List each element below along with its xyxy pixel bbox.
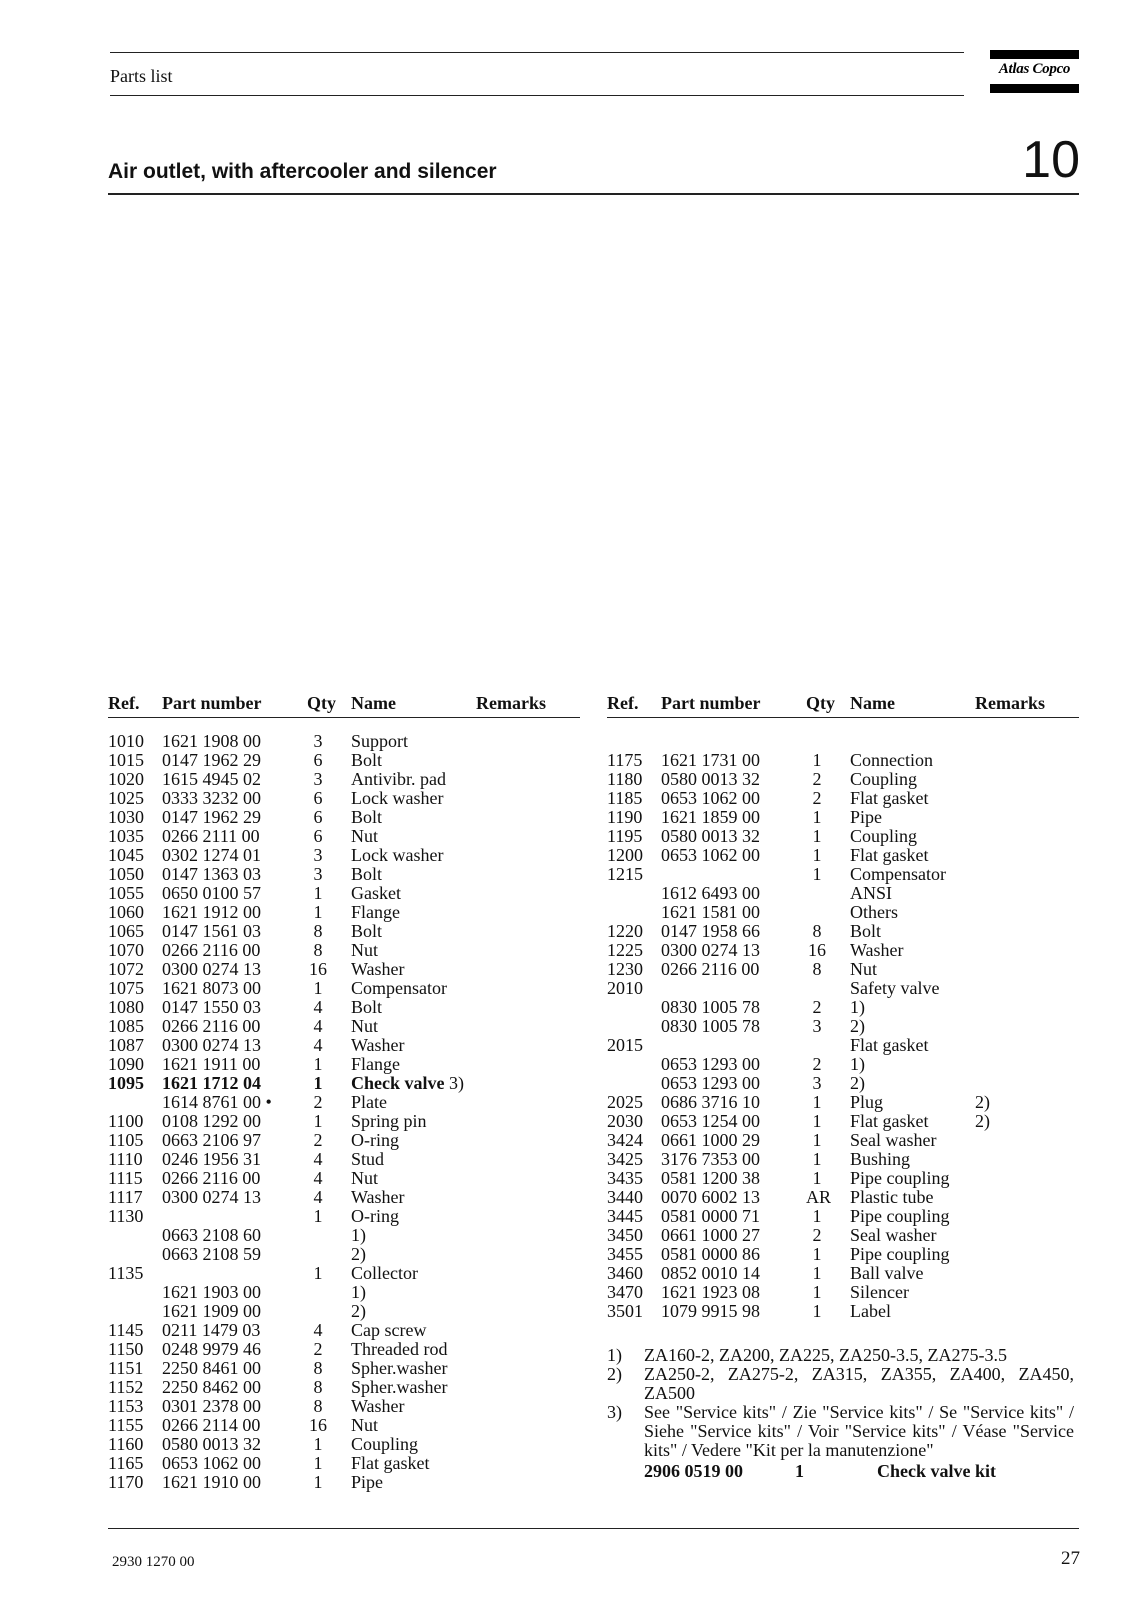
cell-part-number: 1621 1909 00 bbox=[162, 1301, 261, 1321]
cell-part-number: 0653 1062 00 bbox=[661, 845, 760, 865]
cell-name: 2) bbox=[351, 1301, 366, 1321]
cell-name: Bolt bbox=[351, 864, 383, 884]
parts-table-left bbox=[108, 694, 580, 1494]
cell-name: Nut bbox=[850, 959, 877, 979]
col-header-part-number: Part number bbox=[661, 693, 761, 713]
cell-qty: 6 bbox=[313, 788, 323, 808]
cell-name: Safety valve bbox=[850, 978, 940, 998]
cell-ref: 3424 bbox=[607, 1130, 643, 1150]
cell-ref: 2025 bbox=[607, 1092, 643, 1112]
cell-part-number: 0147 1962 29 bbox=[162, 750, 261, 770]
cell-name: Flat gasket bbox=[351, 1453, 430, 1473]
cell-ref: 1190 bbox=[607, 807, 643, 827]
cell-name: Coupling bbox=[850, 826, 918, 846]
cell-name: Nut bbox=[351, 1168, 378, 1188]
cell-part-number: 0661 1000 29 bbox=[661, 1130, 760, 1150]
cell-ref: 3440 bbox=[607, 1187, 643, 1207]
cell-qty: 1 bbox=[812, 1130, 822, 1150]
cell-name: Gasket bbox=[351, 883, 401, 903]
cell-name: Flat gasket bbox=[850, 788, 929, 808]
cell-qty: 1 bbox=[812, 807, 822, 827]
cell-part-number: 0266 2114 00 bbox=[162, 1415, 261, 1435]
cell-ref: 3470 bbox=[607, 1282, 643, 1302]
cell-name: Bolt bbox=[850, 921, 882, 941]
col-header-name: Name bbox=[351, 693, 396, 713]
cell-qty: 2 bbox=[812, 997, 822, 1017]
cell-ref: 1105 bbox=[108, 1130, 144, 1150]
cell-part-number: 0246 1956 31 bbox=[162, 1149, 261, 1169]
cell-qty: 1 bbox=[812, 750, 822, 770]
cell-ref: 3501 bbox=[607, 1301, 643, 1321]
header-rule-top bbox=[110, 52, 964, 53]
cell-name: Threaded rod bbox=[351, 1339, 448, 1359]
cell-name: Flange bbox=[351, 902, 400, 922]
cell-part-number: 0653 1062 00 bbox=[162, 1453, 261, 1473]
cell-name: 1) bbox=[351, 1282, 366, 1302]
cell-qty: 2 bbox=[812, 788, 822, 808]
cell-ref: 1110 bbox=[108, 1149, 143, 1169]
cell-ref: 1090 bbox=[108, 1054, 144, 1074]
cell-ref: 1072 bbox=[108, 959, 144, 979]
cell-remarks: 2) bbox=[975, 1111, 990, 1131]
col-header-remarks: Remarks bbox=[975, 693, 1045, 713]
cell-name: Flange bbox=[351, 1054, 400, 1074]
cell-part-number: 0852 0010 14 bbox=[661, 1263, 760, 1283]
cell-part-number: 1621 1731 00 bbox=[661, 750, 760, 770]
cell-name: Plug bbox=[850, 1092, 884, 1112]
cell-name: Ball valve bbox=[850, 1263, 924, 1283]
cell-part-number: 0300 0274 13 bbox=[661, 940, 760, 960]
cell-ref: 3450 bbox=[607, 1225, 643, 1245]
cell-name: Bolt bbox=[351, 750, 383, 770]
cell-part-number: 1614 8761 00 • bbox=[162, 1092, 272, 1112]
cell-part-number: 0248 9979 46 bbox=[162, 1339, 261, 1359]
cell-name: 2) bbox=[351, 1244, 366, 1264]
cell-part-number: 1621 1908 00 bbox=[162, 731, 261, 751]
cell-part-number: 0580 0013 32 bbox=[661, 769, 760, 789]
cell-name: Nut bbox=[351, 1016, 378, 1036]
cell-ref: 1060 bbox=[108, 902, 144, 922]
cell-part-number: 0147 1561 03 bbox=[162, 921, 261, 941]
cell-part-number: 1615 4945 02 bbox=[162, 769, 261, 789]
footnote-2 bbox=[607, 1365, 1079, 1403]
cell-part-number: 1079 9915 98 bbox=[661, 1301, 760, 1321]
cell-ref: 1152 bbox=[108, 1377, 144, 1397]
cell-name: Pipe coupling bbox=[850, 1206, 950, 1226]
cell-ref: 1165 bbox=[108, 1453, 144, 1473]
cell-name: Bolt bbox=[351, 997, 383, 1017]
footnote-mark: 3) bbox=[607, 1402, 622, 1422]
cell-name: Silencer bbox=[850, 1282, 909, 1302]
cell-qty: 8 bbox=[313, 921, 323, 941]
cell-name: Nut bbox=[351, 940, 378, 960]
cell-qty: 2 bbox=[812, 769, 822, 789]
cell-ref: 1230 bbox=[607, 959, 643, 979]
cell-ref: 1095 bbox=[108, 1073, 144, 1093]
cell-name: O-ring bbox=[351, 1206, 399, 1226]
cell-name: Plastic tube bbox=[850, 1187, 934, 1207]
cell-qty: 4 bbox=[313, 1035, 323, 1055]
cell-qty: 8 bbox=[313, 940, 323, 960]
col-header-remarks: Remarks bbox=[476, 693, 546, 713]
cell-qty: 1 bbox=[313, 1073, 323, 1093]
cell-name: Nut bbox=[351, 1415, 378, 1435]
cell-name: Compensator bbox=[850, 864, 946, 884]
cell-part-number: 0147 1958 66 bbox=[661, 921, 760, 941]
footnote-mark: 1) bbox=[607, 1345, 622, 1365]
cell-qty: 1 bbox=[812, 1282, 822, 1302]
cell-qty: 1 bbox=[812, 1092, 822, 1112]
cell-ref: 1180 bbox=[607, 769, 643, 789]
cell-ref: 1117 bbox=[108, 1187, 143, 1207]
cell-qty: 3 bbox=[313, 864, 323, 884]
cell-qty: 1 bbox=[812, 845, 822, 865]
cell-part-number: 0581 0000 86 bbox=[661, 1244, 760, 1264]
footnote-text: ZA250-2, ZA275-2, ZA315, ZA355, ZA400, ZA450, ZA500 bbox=[644, 1364, 1074, 1403]
cell-ref: 1155 bbox=[108, 1415, 144, 1435]
cell-name: Pipe bbox=[351, 1472, 384, 1492]
cell-name: Seal washer bbox=[850, 1225, 937, 1245]
footnote-text: See "Service kits" / Zie "Service kits" / Se "Service kits" / Siehe "Service kits" / Voir "Service kits" / Véase "Service kits" / Vedere "Kit per la manutenzione" bbox=[644, 1402, 1074, 1460]
cell-name: Label bbox=[850, 1301, 891, 1321]
cell-ref: 1075 bbox=[108, 978, 144, 998]
cell-name: Coupling bbox=[351, 1434, 419, 1454]
cell-name: Bolt bbox=[351, 921, 383, 941]
cell-ref: 3455 bbox=[607, 1244, 643, 1264]
cell-qty: 16 bbox=[309, 1415, 327, 1435]
cell-name: Pipe coupling bbox=[850, 1168, 950, 1188]
cell-part-number: 0686 3716 10 bbox=[661, 1092, 760, 1112]
cell-qty: 1 bbox=[812, 826, 822, 846]
cell-ref: 1035 bbox=[108, 826, 144, 846]
cell-name: 1) bbox=[850, 997, 865, 1017]
cell-qty: 1 bbox=[812, 1111, 822, 1131]
header-section-label: Parts list bbox=[110, 66, 173, 86]
cell-name-note: 3) bbox=[444, 1073, 464, 1093]
cell-ref: 1220 bbox=[607, 921, 643, 941]
cell-part-number: 0147 1962 29 bbox=[162, 807, 261, 827]
cell-qty: 4 bbox=[313, 1168, 323, 1188]
atlas-copco-logo bbox=[990, 50, 1079, 93]
cell-name: Collector bbox=[351, 1263, 418, 1283]
cell-part-number: 0581 1200 38 bbox=[661, 1168, 760, 1188]
logo-wordmark: Atlas Copco bbox=[998, 61, 1071, 77]
cell-qty: 1 bbox=[313, 883, 323, 903]
cell-qty: 1 bbox=[313, 1472, 323, 1492]
cell-part-number: 1621 1903 00 bbox=[162, 1282, 261, 1302]
cell-ref: 1055 bbox=[108, 883, 144, 903]
cell-part-number: 0663 2106 97 bbox=[162, 1130, 261, 1150]
cell-ref: 1100 bbox=[108, 1111, 144, 1131]
cell-qty: 8 bbox=[313, 1358, 323, 1378]
cell-part-number: 0661 1000 27 bbox=[661, 1225, 760, 1245]
cell-part-number: 1621 1911 00 bbox=[162, 1054, 261, 1074]
table-header-rule bbox=[108, 717, 580, 718]
cell-qty: 8 bbox=[812, 959, 822, 979]
cell-qty: 6 bbox=[313, 750, 323, 770]
cell-name bbox=[351, 1074, 464, 1093]
cell-qty: 3 bbox=[313, 731, 323, 751]
cell-name: Spher.washer bbox=[351, 1358, 448, 1378]
cell-part-number: 1621 1581 00 bbox=[661, 902, 760, 922]
cell-ref: 1065 bbox=[108, 921, 144, 941]
cell-name: Washer bbox=[351, 1035, 405, 1055]
cell-name: Compensator bbox=[351, 978, 447, 998]
cell-name: Washer bbox=[351, 1187, 405, 1207]
cell-name: ANSI bbox=[850, 883, 893, 903]
cell-qty: 3 bbox=[313, 845, 323, 865]
cell-name: 2) bbox=[850, 1073, 865, 1093]
cell-name: 1) bbox=[351, 1225, 366, 1245]
cell-part-number: 0211 1479 03 bbox=[162, 1320, 261, 1340]
cell-qty: 6 bbox=[313, 807, 323, 827]
cell-qty: 1 bbox=[313, 1206, 323, 1226]
cell-part-number: 0300 0274 13 bbox=[162, 1035, 261, 1055]
cell-name: Pipe coupling bbox=[850, 1244, 950, 1264]
footer-rule bbox=[108, 1528, 1079, 1529]
cell-part-number: 1621 8073 00 bbox=[162, 978, 261, 998]
cell-part-number: 1621 1859 00 bbox=[661, 807, 760, 827]
document-number: 2930 1270 00 bbox=[112, 1554, 195, 1570]
col-header-ref: Ref. bbox=[607, 693, 639, 713]
cell-part-number: 0266 2116 00 bbox=[162, 1168, 261, 1188]
cell-ref: 1020 bbox=[108, 769, 144, 789]
chapter-number: 10 bbox=[1022, 131, 1080, 189]
cell-part-number: 0663 2108 60 bbox=[162, 1225, 261, 1245]
cell-ref: 1185 bbox=[607, 788, 643, 808]
cell-qty: 3 bbox=[313, 769, 323, 789]
cell-ref: 1080 bbox=[108, 997, 144, 1017]
cell-ref: 1215 bbox=[607, 864, 643, 884]
cell-part-number: 0653 1062 00 bbox=[661, 788, 760, 808]
footnote-mark: 2) bbox=[607, 1364, 622, 1384]
cell-name: Support bbox=[351, 731, 409, 751]
kit-name: Check valve kit bbox=[877, 1461, 996, 1481]
cell-qty: 1 bbox=[812, 1206, 822, 1226]
cell-part-number: 0147 1363 03 bbox=[162, 864, 261, 884]
cell-part-number: 0147 1550 03 bbox=[162, 997, 261, 1017]
cell-name: Pipe bbox=[850, 807, 883, 827]
cell-qty: 4 bbox=[313, 1149, 323, 1169]
cell-name: Spring pin bbox=[351, 1111, 427, 1131]
cell-name: 1) bbox=[850, 1054, 865, 1074]
cell-ref: 1195 bbox=[607, 826, 643, 846]
cell-ref: 1087 bbox=[108, 1035, 144, 1055]
cell-qty: 8 bbox=[313, 1396, 323, 1416]
cell-ref: 1135 bbox=[108, 1263, 144, 1283]
cell-part-number: 0108 1292 00 bbox=[162, 1111, 261, 1131]
cell-ref: 2010 bbox=[607, 978, 643, 998]
cell-name: Flat gasket bbox=[850, 1035, 929, 1055]
cell-part-number: 0653 1293 00 bbox=[661, 1073, 760, 1093]
cell-qty: 4 bbox=[313, 997, 323, 1017]
cell-ref: 1153 bbox=[108, 1396, 144, 1416]
cell-part-number: 0266 2111 00 bbox=[162, 826, 260, 846]
cell-part-number: 0581 0000 71 bbox=[661, 1206, 760, 1226]
header-rule-bottom bbox=[110, 95, 964, 96]
cell-qty: 16 bbox=[808, 940, 826, 960]
cell-ref: 3425 bbox=[607, 1149, 643, 1169]
cell-qty: 1 bbox=[812, 864, 822, 884]
cell-part-number: 3176 7353 00 bbox=[661, 1149, 760, 1169]
cell-qty: AR bbox=[806, 1187, 832, 1207]
cell-qty: 1 bbox=[313, 1434, 323, 1454]
cell-name: Lock washer bbox=[351, 845, 444, 865]
cell-ref: 2030 bbox=[607, 1111, 643, 1131]
page-number: 27 bbox=[1061, 1548, 1080, 1569]
cell-part-number: 0266 2116 00 bbox=[162, 940, 261, 960]
cell-ref: 1175 bbox=[607, 750, 643, 770]
cell-ref: 1070 bbox=[108, 940, 144, 960]
cell-part-number: 1612 6493 00 bbox=[661, 883, 760, 903]
cell-name: Washer bbox=[850, 940, 904, 960]
cell-part-number: 1621 1923 08 bbox=[661, 1282, 760, 1302]
cell-qty: 2 bbox=[812, 1054, 822, 1074]
cell-part-number: 0580 0013 32 bbox=[162, 1434, 261, 1454]
cell-ref: 3435 bbox=[607, 1168, 643, 1188]
cell-ref: 2015 bbox=[607, 1035, 643, 1055]
col-header-qty: Qty bbox=[307, 693, 336, 713]
cell-name: Stud bbox=[351, 1149, 385, 1169]
cell-qty: 1 bbox=[812, 1301, 822, 1321]
cell-remarks: 2) bbox=[975, 1092, 990, 1112]
cell-ref: 1050 bbox=[108, 864, 144, 884]
cell-ref: 1045 bbox=[108, 845, 144, 865]
cell-qty: 1 bbox=[313, 978, 323, 998]
cell-ref: 3445 bbox=[607, 1206, 643, 1226]
cell-ref: 1170 bbox=[108, 1472, 144, 1492]
cell-name: Coupling bbox=[850, 769, 918, 789]
cell-part-number: 0302 1274 01 bbox=[162, 845, 261, 865]
cell-part-number: 0070 6002 13 bbox=[661, 1187, 760, 1207]
cell-name: Antivibr. pad bbox=[351, 769, 446, 789]
cell-part-number: 0266 2116 00 bbox=[162, 1016, 261, 1036]
footnote-1 bbox=[607, 1346, 1079, 1365]
cell-qty: 1 bbox=[313, 902, 323, 922]
cell-ref: 1010 bbox=[108, 731, 144, 751]
cell-qty: 1 bbox=[812, 1244, 822, 1264]
cell-qty: 3 bbox=[812, 1073, 822, 1093]
cell-name: 2) bbox=[850, 1016, 865, 1036]
cell-qty: 3 bbox=[812, 1016, 822, 1036]
cell-part-number: 0580 0013 32 bbox=[661, 826, 760, 846]
cell-part-number: 0830 1005 78 bbox=[661, 997, 760, 1017]
cell-qty: 8 bbox=[313, 1377, 323, 1397]
title-rule bbox=[108, 193, 1079, 195]
cell-qty: 1 bbox=[812, 1263, 822, 1283]
cell-ref: 1115 bbox=[108, 1168, 143, 1188]
cell-ref: 1150 bbox=[108, 1339, 144, 1359]
page-title: Air outlet, with aftercooler and silencer bbox=[108, 160, 497, 183]
cell-part-number: 0301 2378 00 bbox=[162, 1396, 261, 1416]
cell-ref: 1015 bbox=[108, 750, 144, 770]
col-header-qty: Qty bbox=[806, 693, 835, 713]
cell-qty: 2 bbox=[313, 1092, 323, 1112]
cell-part-number: 1621 1910 00 bbox=[162, 1472, 261, 1492]
cell-part-number: 0300 0274 13 bbox=[162, 1187, 261, 1207]
cell-qty: 4 bbox=[313, 1187, 323, 1207]
cell-name: Connection bbox=[850, 750, 933, 770]
cell-part-number: 1621 1712 04 bbox=[162, 1073, 261, 1093]
cell-name: Nut bbox=[351, 826, 378, 846]
cell-qty: 2 bbox=[313, 1339, 323, 1359]
cell-name: Washer bbox=[351, 1396, 405, 1416]
cell-ref: 1130 bbox=[108, 1206, 144, 1226]
cell-qty: 16 bbox=[309, 959, 327, 979]
cell-part-number: 0266 2116 00 bbox=[661, 959, 760, 979]
cell-name: O-ring bbox=[351, 1130, 399, 1150]
cell-ref: 1160 bbox=[108, 1434, 144, 1454]
cell-qty: 4 bbox=[313, 1320, 323, 1340]
cell-name: Plate bbox=[351, 1092, 387, 1112]
cell-part-number: 0830 1005 78 bbox=[661, 1016, 760, 1036]
cell-ref: 1030 bbox=[108, 807, 144, 827]
cell-qty: 1 bbox=[313, 1263, 323, 1283]
cell-name: Spher.washer bbox=[351, 1377, 448, 1397]
cell-ref: 1145 bbox=[108, 1320, 144, 1340]
cell-part-number: 0300 0274 13 bbox=[162, 959, 261, 979]
cell-part-number: 1621 1912 00 bbox=[162, 902, 261, 922]
footnote-text: ZA160-2, ZA200, ZA225, ZA250-3.5, ZA275-3.5 bbox=[644, 1345, 1007, 1365]
cell-name: Seal washer bbox=[850, 1130, 937, 1150]
cell-ref: 1225 bbox=[607, 940, 643, 960]
cell-ref: 3460 bbox=[607, 1263, 643, 1283]
cell-qty: 1 bbox=[313, 1453, 323, 1473]
cell-part-number: 0650 0100 57 bbox=[162, 883, 261, 903]
cell-qty: 8 bbox=[812, 921, 822, 941]
cell-name: Cap screw bbox=[351, 1320, 427, 1340]
cell-part-number: 0663 2108 59 bbox=[162, 1244, 261, 1264]
cell-name: Washer bbox=[351, 959, 405, 979]
col-header-name: Name bbox=[850, 693, 895, 713]
cell-qty: 1 bbox=[812, 1149, 822, 1169]
cell-qty: 2 bbox=[313, 1130, 323, 1150]
table-header-rule bbox=[607, 717, 1079, 718]
cell-qty: 1 bbox=[812, 1168, 822, 1188]
cell-ref: 1151 bbox=[108, 1358, 144, 1378]
kit-qty: 1 bbox=[795, 1461, 804, 1481]
cell-name: Flat gasket bbox=[850, 1111, 929, 1131]
cell-part-number: 2250 8462 00 bbox=[162, 1377, 261, 1397]
cell-qty: 6 bbox=[313, 826, 323, 846]
col-header-ref: Ref. bbox=[108, 693, 140, 713]
cell-part-number: 0333 3232 00 bbox=[162, 788, 261, 808]
footnote-3 bbox=[607, 1403, 1079, 1460]
cell-qty: 1 bbox=[313, 1054, 323, 1074]
cell-part-number: 0653 1254 00 bbox=[661, 1111, 760, 1131]
cell-ref: 1085 bbox=[108, 1016, 144, 1036]
cell-name: Bushing bbox=[850, 1149, 911, 1169]
cell-name: Lock washer bbox=[351, 788, 444, 808]
cell-name: Others bbox=[850, 902, 898, 922]
cell-name-text: Check valve bbox=[351, 1073, 445, 1093]
cell-name: Flat gasket bbox=[850, 845, 929, 865]
cell-qty: 4 bbox=[313, 1016, 323, 1036]
col-header-part-number: Part number bbox=[162, 693, 262, 713]
kit-part-number: 2906 0519 00 bbox=[644, 1461, 743, 1481]
cell-part-number: 2250 8461 00 bbox=[162, 1358, 261, 1378]
cell-part-number: 0653 1293 00 bbox=[661, 1054, 760, 1074]
cell-name: Bolt bbox=[351, 807, 383, 827]
cell-ref: 1200 bbox=[607, 845, 643, 865]
cell-qty: 2 bbox=[812, 1225, 822, 1245]
cell-ref: 1025 bbox=[108, 788, 144, 808]
cell-qty: 1 bbox=[313, 1111, 323, 1131]
